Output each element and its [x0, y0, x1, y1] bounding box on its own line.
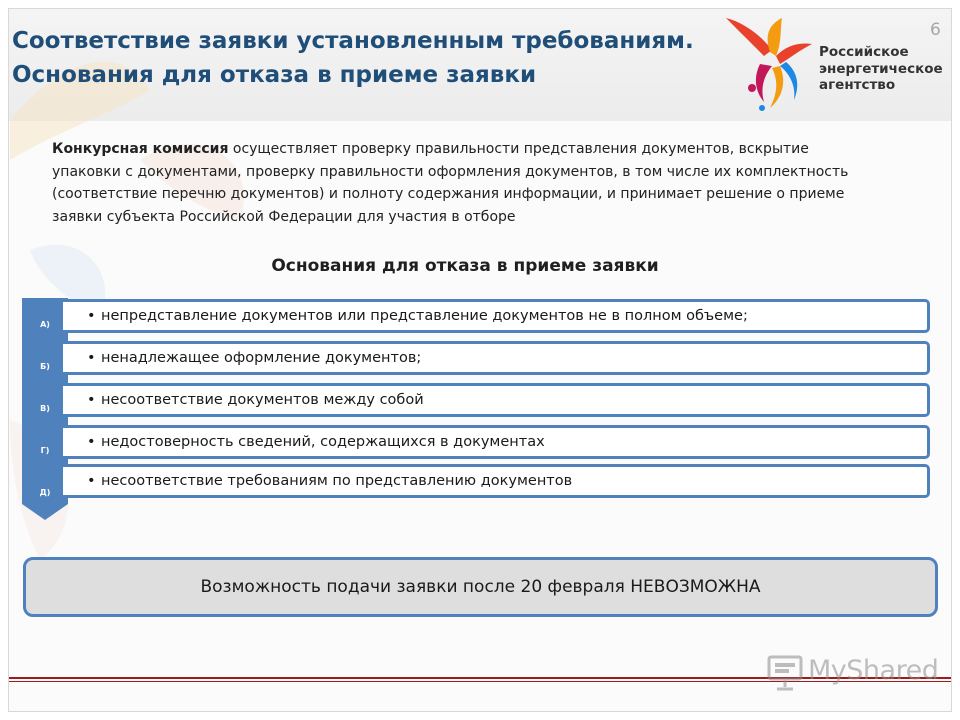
presentation-board-icon: [766, 653, 806, 693]
reason-text: недостоверность сведений, содержащихся в документах: [101, 434, 545, 450]
reason-text: несоответствие требованиям по представлению документов: [101, 473, 573, 489]
reasons-list: [22, 298, 932, 523]
marker-a: А): [40, 320, 50, 329]
reason-item-v: [60, 383, 930, 417]
watermark: [766, 653, 939, 693]
deadline-notice: Возможность подачи заявки после 20 февраля НЕВОЗМОЖНА: [23, 557, 938, 617]
marker-d: Д): [39, 488, 51, 497]
slide-title: [12, 24, 752, 92]
marker-g: Г): [40, 446, 50, 455]
bullet-icon: •: [87, 434, 96, 450]
reason-item-g: [60, 425, 930, 459]
intro-bold-lead: Конкурсная комиссия: [52, 141, 229, 157]
reason-item-a: [60, 299, 930, 333]
intro-text: осуществляет проверку правильности представления документов, вскрытие упаковки с документами, проверку правильности оформления документов, в том числе их комплектность (соответствие перечню документов) и полноту содержания информации, и принимает решение о приеме заявки субъекта Российской Федерации для участия в отборе: [52, 141, 849, 225]
reason-text: непредставление документов или представление документов не в полном объеме;: [101, 308, 748, 324]
watermark-text: MyShared: [808, 655, 939, 686]
reason-text: ненадлежащее оформление документов;: [101, 350, 422, 366]
logo-line-1: Российское: [819, 44, 909, 60]
logo-text: [819, 44, 943, 94]
logo-line-2: энергетическое: [819, 60, 943, 77]
bullet-icon: •: [87, 350, 96, 366]
bullet-icon: •: [87, 392, 96, 408]
logo-line-3: агентство: [819, 77, 896, 93]
marker-v: В): [40, 404, 50, 413]
title-line-1: Соответствие заявки установленным требованиям.: [12, 28, 694, 54]
company-logo: [724, 16, 950, 116]
reason-item-d: [60, 464, 930, 498]
reasons-heading: Основания для отказа в приеме заявки: [271, 256, 659, 276]
bullet-icon: •: [87, 308, 96, 324]
title-line-2: Основания для отказа в приеме заявки: [12, 62, 537, 88]
marker-b: Б): [40, 362, 50, 371]
intro-paragraph: [52, 138, 882, 228]
firebird-logo-icon: [724, 16, 819, 116]
reason-item-b: [60, 341, 930, 375]
page-number: 6: [930, 20, 941, 40]
bullet-icon: •: [87, 473, 96, 489]
reason-text: несоответствие документов между собой: [101, 392, 424, 408]
